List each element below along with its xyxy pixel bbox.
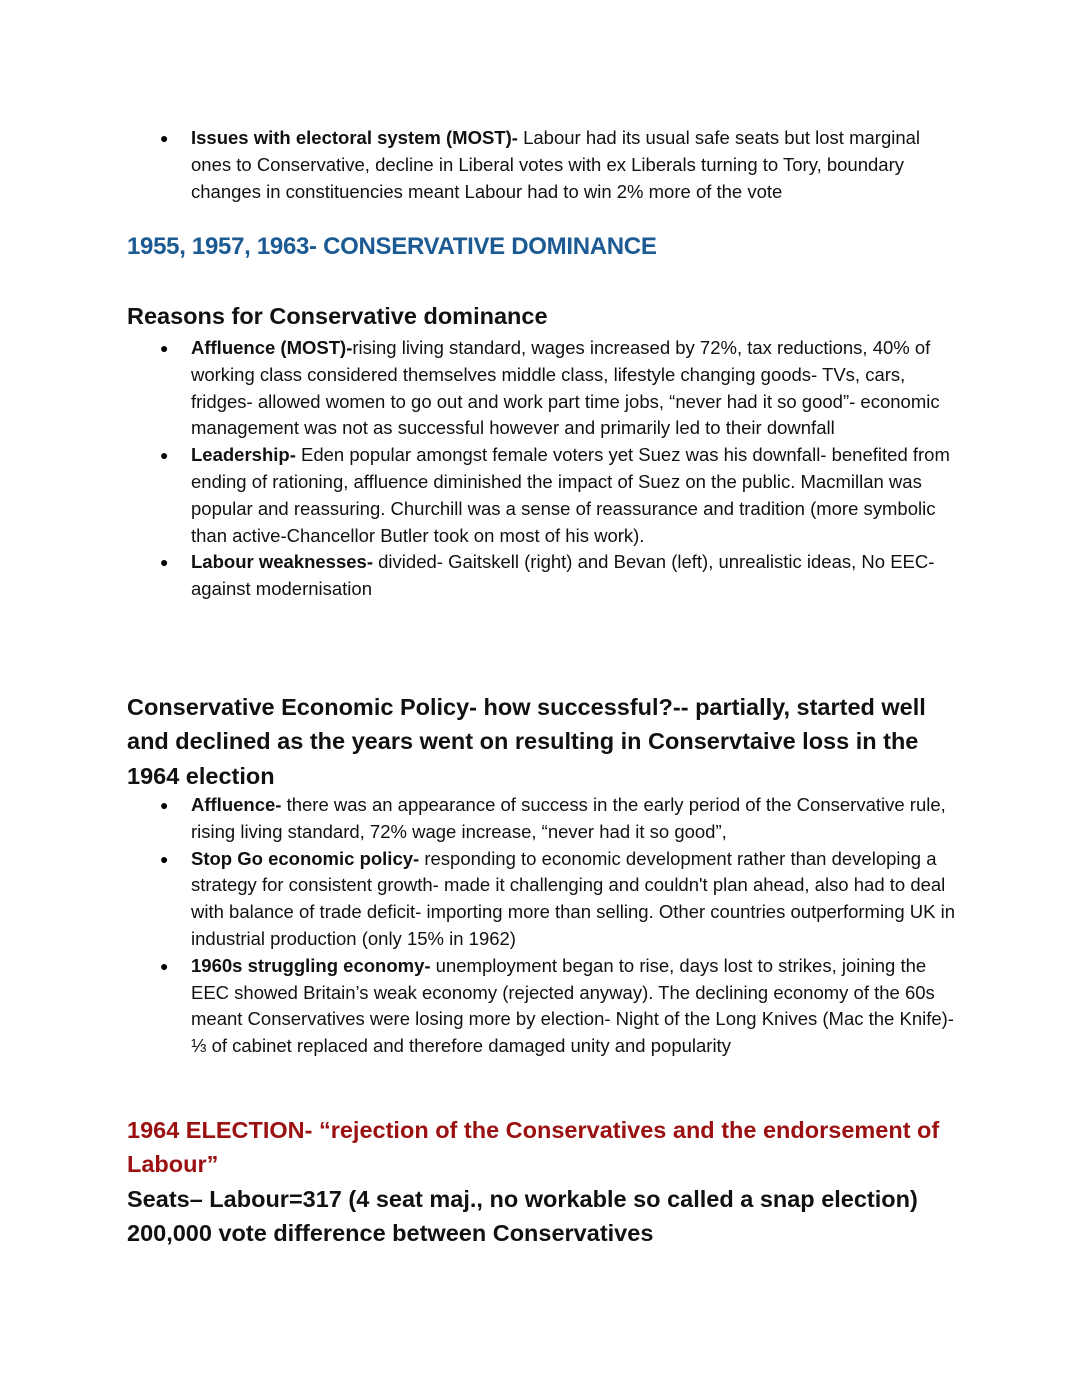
- section-heading-dominance: 1955, 1957, 1963- CONSERVATIVE DOMINANCE: [127, 233, 657, 260]
- election-1964-heading: 1964 ELECTION- “rejection of the Conservatives and the endorsement of Labour”: [127, 1117, 940, 1178]
- bullet-label: Leadership-: [191, 444, 296, 466]
- seats-line: Seats– Labour=317 (4 seat maj., no workable so called a snap election): [127, 1186, 918, 1212]
- bullet-icon: ●: [160, 850, 169, 867]
- list-item: [158, 792, 958, 846]
- electoral-system-list: [158, 125, 958, 205]
- list-item: [158, 549, 958, 603]
- bullet-icon: ●: [160, 447, 169, 464]
- bullet-text: there was an appearance of success in the early period of the Conservative rule, rising living standard, 72% wage increase, “never had it so good”,: [191, 794, 946, 842]
- reasons-list: [158, 335, 958, 603]
- list-item: [158, 953, 958, 1060]
- list-item: [158, 442, 958, 549]
- list-item: [158, 125, 958, 205]
- list-item: [158, 846, 958, 953]
- bullet-text: Eden popular amongst female voters yet Suez was his downfall- benefited from ending of rationing, affluence diminished the impact of Suez on the public. Macmillan was popular and reassuring. Churchill was a sense of reassurance and tradition (more symbolic than active-Chancellor Butler took on most of his work).: [191, 444, 950, 546]
- bullet-icon: ●: [160, 957, 169, 974]
- bullet-label: Stop Go economic policy-: [191, 847, 420, 869]
- bullet-text: unemployment began to rise, days lost to strikes, joining the EEC showed Britain’s weak economy (rejected anyway). The declining economy of the 60s meant Conservatives were losing more by election- Night of the Long Knives (Mac the Knife)- ⅓ of cabinet replaced and therefore damaged unity and popularity: [191, 954, 954, 1057]
- bullet-text: divided- Gaitskell (right) and Bevan (left), unrealistic ideas, No EEC- against modernisation: [191, 551, 935, 600]
- election-results: [127, 1182, 977, 1251]
- bullet-icon: ●: [160, 797, 169, 813]
- bullet-icon: ●: [160, 554, 169, 571]
- vote-difference-line: 200,000 vote difference between Conservatives: [127, 1220, 654, 1247]
- bullet-text: Labour had its usual safe seats but lost marginal ones to Conservative, decline in Liberal votes with ex Liberals turning to Tory, boundary changes in constituencies meant Labour had to win 2% more of the vote: [191, 127, 921, 202]
- bullet-text: responding to economic development rather than developing a strategy for consistent growth- made it challenging and couldn't plan ahead, also had to deal with balance of trade deficit- importing more than selling. Other countries outperforming UK in industrial production (only 15% in 1962): [191, 847, 956, 949]
- economic-policy-list: [158, 792, 958, 1060]
- bullet-text: rising living standard, wages increased by 72%, tax reductions, 40% of working class considered themselves middle class, lifestyle changing goods- TVs, cars, fridges- allowed women to go out and work part time jobs, “never had it so good”- economic management was not as successful however and primarily led to their downfall: [191, 337, 940, 439]
- bullet-icon: ●: [160, 130, 169, 146]
- bullet-label: 1960s struggling economy-: [191, 954, 431, 976]
- bullet-label: Affluence (MOST)-: [191, 337, 353, 358]
- list-item: [158, 335, 958, 442]
- bullet-label: Affluence-: [191, 794, 282, 815]
- bullet-label: Labour weaknesses-: [191, 551, 373, 573]
- reasons-heading: Reasons for Conservative dominance: [127, 303, 548, 329]
- economic-policy-heading: Conservative Economic Policy- how successful?-- partially, started well and declined as the years went on resulting in Conservtaive loss in the 1964 election: [127, 694, 926, 789]
- bullet-icon: ●: [160, 340, 169, 356]
- bullet-label: Issues with electoral system (MOST)-: [191, 127, 518, 148]
